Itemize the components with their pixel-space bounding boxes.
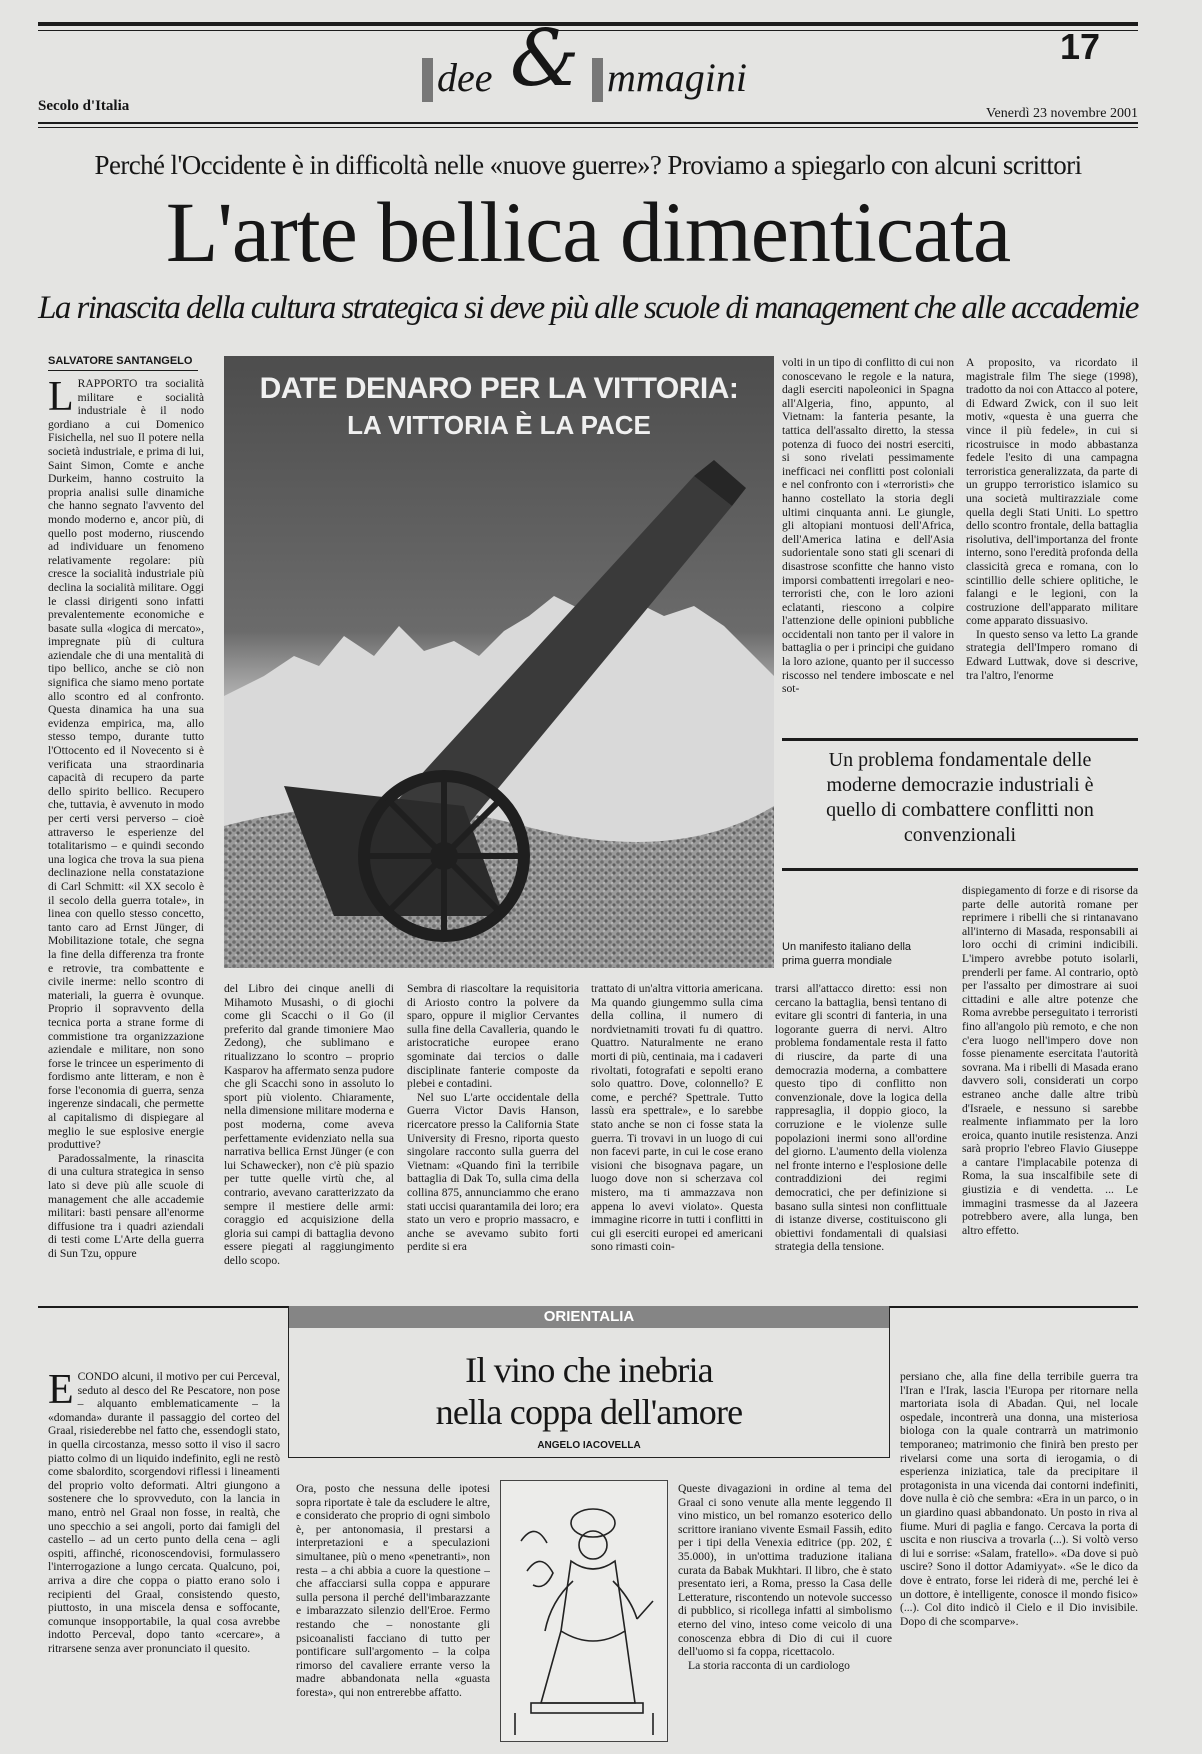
- box-col4-text: persiano che, alla fine della terribile guerra tra l'Iran e l'Irak, lascia l'Europa per ritornare nella martoriata isola di Abadan. Qui, nel locale ospedale, incontrerà una donna, una misteriosa biologa con la quale contrarrà un matrimonio temporaneo; matrimonio che finirà ben presto per rivelarsi come una sorta di ierogamia, o di esperienza iniziatica, tale da precipitare il protagonista in una vicenda dai contorni indefiniti, dove nulla è ciò che sembra: «Era in un parco, o in un giardino quasi abbandonato. Un posto in riva al fiume. Muri di paglia e fango. Cercava la porta di uscita e non riusciva a trovarla (...). Si voltò verso di lui e sorrise: «Salam, fratello». «Da dove si può uscire? Sono il dottor Adamiyyat». «Se le dico da dove è entrato, forse lei riderà di me, perché lei è un dottore, è intelligente, conosce il mondo fisico» (...). Col dito indicò il Cielo e il Dio invisibile. Dopo di che scomparve».: [900, 1370, 1138, 1628]
- image-caption: Un manifesto italiano della prima guerra mondiale: [782, 941, 912, 967]
- cannon-illustration: [224, 356, 774, 968]
- box-column-2: [296, 1482, 490, 1744]
- persian-figure-illustration: [500, 1480, 668, 1742]
- box-col3-text: Queste divagazioni in ordine al tema del Graal ci sono venute alla mente leggendo Il vino mistico, un bel romanzo esoterico dello scrittore iraniano vivente Esmail Fassih, edito per i tipi della Venexia editrice (pp. 202, £ 35.000), in un'ottima traduzione italiana curata da Babak Mukhtari. Il libro, che è stato presentato ieri, a Roma, presso la Casa delle Letterature, riscontendo un notevole successo di pubblico, si ricollega infatti al simbolismo eterno del vino, inteso come veicolo di una conoscenza ebbra di Dio di cui il cuore dell'uomo si fa coppa, ricettacolo.: [678, 1482, 892, 1659]
- pullquote-rule-bottom: [782, 868, 1138, 871]
- box-column-1: [48, 1370, 280, 1742]
- section-initial-block: [422, 58, 433, 102]
- section-title-second: mmagini: [607, 55, 747, 100]
- article-column-6-bottom: [962, 884, 1138, 1284]
- article-col2-text: del Libro dei cinque anelli di Mihamoto Musashi, o di giochi come gli Scacchi o il Go (il preferito dal grande timoniere Mao Zedong), che sublimano e ritualizzano lo scontro – proprio Kasparov ha affermato senza pudore che gli Scacchi sono in assoluto lo sport più violento. Chiaramente, nella dimensione militare moderna e post moderna, come aveva perfettamente evidenziato nella sua narrativa bellica Ernst Jünger (e con lui Schawecker), non c'è più spazio per tutte quelle virtù che, al contrario, avevano caratterizzato da sempre il mestiere delle armi: coraggio ed acquisizione della gloria sui campi di battaglia devono essere piegati al raggiungimento dello scopo.: [224, 982, 394, 1267]
- box-col3-text-b: La storia racconta di un cardiologo: [688, 1658, 850, 1672]
- section-title-first: dee: [437, 55, 493, 100]
- article-col4-text: trattato di un'altra vittoria americana. Ma quando giungemmo sulla cima della collina, il numero di nordvietnamiti trovati fu di quattro. Quattro. Naturalmente ne erano morti di più, centinaia, ma i cadaveri rivoltati, fotografati e sepolti erano solo quattro. Dove, colonnello? E come, e perché? Spettrale. Tutto lassù era spettrale», e lo sarebbe stato anche se non ci fosse stata la guerra. Ti trovavi in un luogo di cui non facevi parte, in cui le cose erano visioni che bisognava pagare, un luogo dove non si scherzava col mistero, ma ti ammazzava non appena lo avevi violato». Questa immagine ricorre in tutti i conflitti in cui gli eserciti europei ed americani sono rimasti coin-: [591, 982, 763, 1254]
- masthead-bottom-rule: [38, 122, 1138, 124]
- article-col3-text: Sembra di riascoltare la requisitoria di Ariosto contro la polvere da sparo, oppure il miglior Cervantes sulla fine della Cavalleria, quando le aristocratiche europee erano sgominate dai tercios o dalle disciplinate fanterie composte da plebei e contadini.: [407, 982, 579, 1091]
- article-subheadline: La rinascita della cultura strategica si deve più alle scuole di management che alle accademie: [38, 290, 1138, 326]
- orientalia-label: ORIENTALIA: [289, 1306, 889, 1328]
- article-col3-text-b: Nel suo L'arte occidentale della Guerra Victor Davis Hanson, ricercatore presso la California State University di Fresno, riporta questo singolare racconto sulla guerra del Vietnam: «Quando finì la terribile battaglia di Dak To, sulla cima della collina 875, annunciammo che erano stati uccisi quarantamila dei loro; era stato un vero e proprio massacro, e anche se avevamo subito forti perdite si era: [407, 1090, 579, 1254]
- article-col6b-text: dispiegamento di forze e di risorse da parte delle autorità romane per reprimere i ribelli che si rintanavano all'interno di Masada, responsabili ai loro occhi di crimini indicibili. L'impero avrebbe potuto isolarli, prenderli per fame. Al contrario, optò per l'assalto per dimostrare ai suoi cittadini e alle altre potenze che Roma avrebbe perseguitato i terroristi fino all'angolo più remoto, e che non c'era luogo nell'impero dove non fosse pienamente esercitata l'autorità sovrana. Ma i ribelli di Masada erano davvero soli, considerati un corpo estraneo anche dalle altre tribù d'Israele, e nessuno si sarebbe realmente infiammato per la loro eroica, quanto inutile resistenza. Anzi sarà proprio l'ebreo Flavio Giuseppe a cantare l'implacabile potenza di Roma, la sua inscalfibile sete di giustizia e di vendetta. ... Le immagini trasmesse da al Jazeera potrebbero avere, alla lunga, ben altro effetto.: [962, 884, 1138, 1237]
- box-author: ANGELO IACOVELLA: [537, 1440, 641, 1451]
- article-col6a-text: A proposito, va ricordato il magistrale film The siege (1998), tradotto da noi con Attacco al potere, di Edward Zwick, con il suo leit motiv, «questa è una guerra che vince il più fedele», in cui si ricostruisce in modo abbastanza fedele l'esito di una campagna terroristica generalizzata, da parte di un gruppo terroristico islamico su una società multirazziale come quella degli Stati Uniti. Lo spettro dello scontro frontale, della battaglia risolutiva, dell'importanza del fronte interno, sono l'eredità profonda della classicità greca e romana, con lo scintillio delle schiere oplitiche, le falangi e le legioni, con la costruzione dell'apparato militare come apparato dissuasivo.: [966, 356, 1138, 628]
- box-col1-text: ECONDO alcuni, il motivo per cui Perceval, seduto al desco del Re Pescatore, non pose – alquanto emblematicamente – la «domanda» durante il passaggio del corteo del Graal, risiederebbe nel fatto che, essendogli stato, in quella circostanza, messo sotto il viso il sacro piatto colmo di un liquido indefinito, egli ne restò come sbalordito, scorgendovi riflessi i lineamenti del proprio volto deformati. Altri giungono a sostenere che lo sprovveduto, con la lancia in mano, entrò nel Graal non fosse, in realtà, che uno specchio a sei angoli, porto dai famigli del castello – ad un certo punto della cena – agli ospiti, affinché, riconoscendovisi, formulassero l'interrogazione a lungo cercata. Qualcuno, poi, arriva a dire che coppa o piatto erano solo i recipienti del Graal, consistendo questo, piuttosto, in una miscela densa e soffocante, comunque insopportabile, la qual cosa avrebbe indotto Perceval, dopo tanto «cercare», a ritrarsene senza aver pronunciato il quesito.: [48, 1370, 280, 1655]
- section-title: [418, 14, 778, 104]
- issue-date: Venerdì 23 novembre 2001: [985, 106, 1138, 121]
- article-kicker: Perché l'Occidente è in difficoltà nelle «nuove guerre»? Proviamo a spiegarlo con alcuni scrittori: [94, 150, 1082, 180]
- article-column-4: [591, 982, 763, 1282]
- article-column-6-top: [966, 356, 1138, 728]
- author-rule: [48, 370, 198, 371]
- box-title-line-1: Il vino che inebria: [465, 1350, 713, 1390]
- box-column-3: [678, 1482, 892, 1744]
- article-column-5-top: [782, 356, 954, 728]
- article-col1-text-b: Paradossalmente, la rinascita di una cultura strategica in senso lato si deve più alle scuole di management che alle accademie militari: basti pensare all'enorme diffusione tra i quadri aziendali di testi come L'Arte della guerra di Sun Tzu, oppure: [48, 1151, 204, 1260]
- box-col2-text: Ora, posto che nessuna delle ipotesi sopra riportate è tale da escludere le altre, e considerato che proprio di ogni simbolo è, per antonomasia, il prestarsi a interpretazioni e a speculazioni simultanee, più o meno «penetranti», non resta – a chi abbia a cuore la questione – che affacciarsi sulla coppa e appurare sulla persona il perché dell'imbarazzante e imbarazzato silenzio dell'Eroe. Fermo restando che – nonostante gli psicoanalisti facciano di tutto per pontificare sull'argomento – la colpa rimorso del cavaliere errante verso la madre abbandonata nella «guasta foresta», qui non entrerebbe affatto.: [296, 1482, 490, 1699]
- article-column-3: [407, 982, 579, 1282]
- box-column-4: [900, 1370, 1138, 1742]
- article-author: SALVATORE SANTANGELO: [48, 355, 193, 367]
- pullquote-rule-top: [782, 738, 1138, 741]
- poster-slogan-line-2: LA VITTORIA È LA PACE: [347, 410, 651, 440]
- orientalia-title-box: [288, 1306, 890, 1458]
- article-col5a-text: volti in un tipo di conflitto di cui non conoscevano le regole e la natura, dagli eserciti napoleonici in Spagna all'Algeria, fino, appunto, al Vietnam: la fanteria pesante, la tattica dell'assalto diretto, la stessa potenza di fuoco dei nostri eserciti, si sono rivelati pessimamente inefficaci nei conflitti post coloniali e nel confronto con i «terroristi» che hanno costellato la storia degli ultimi cinquanta anni. Le giungle, gli altopiani montuosi dell'Africa, dell'America latina e dell'Asia sudorientale sono stati gli scenari di disastrose sconfitte che hanno visto imporsi combattenti irregolari e neo-terroristi che, con le loro azioni eclatanti, riescono a colpire l'attenzione delle opinioni pubbliche occidentali non tanto per il valore in battaglia o per i principi che guidano la loro azione, quanto per il successo riscosso nel tendere imboscate e nel sot-: [782, 356, 954, 696]
- sufi-figure-icon: [501, 1481, 667, 1741]
- war-poster-image: [224, 356, 774, 968]
- article-column-2: [224, 982, 394, 1282]
- pullquote: Un problema fondamentale delle moderne democrazie industriali è quello di combattere conflitti non convenzionali: [826, 749, 1094, 846]
- page-number: 17: [1060, 26, 1101, 67]
- newspaper-name: Secolo d'Italia: [38, 98, 130, 114]
- article-col5b-text: trarsi all'attacco diretto: essi non cercano la battaglia, bensì tentano di evitare gli scontri di fanteria, in una logorante guerra di nervi. Altro problema fondamentale resta il fatto di riuscire, da parte di una democrazia moderna, a combattere questo tipo di conflitto non convenzionale, dove la logica della rappresaglia, il doppio gioco, la corruzione e le violenze sulle popolazioni inermi sono all'ordine del giorno. L'aumento della violenza nel fronte interno e l'esplosione delle contraddizioni dei regimi democratici, che per definizione si basano sulla sintesi non conflittuale di istanze diverse, costituiscono gli obiettivi fondamentali di qualsiasi strategia della tensione.: [775, 982, 947, 1254]
- section-initial-block-2: [592, 58, 603, 102]
- article-headline: L'arte bellica dimenticata: [165, 184, 1011, 280]
- poster-slogan-line-1: DATE DENARO PER LA VITTORIA:: [259, 372, 739, 405]
- article-col6a2-text: In questo senso va letto La grande strategia dell'Impero romano di Edward Luttwak, dove si descrive, tra l'altro, l'enorme: [966, 627, 1138, 682]
- article-column-5-bottom: [775, 982, 947, 1282]
- masthead-bottom-rule-thin: [38, 127, 1138, 128]
- box-title-line-2: nella coppa dell'amore: [435, 1392, 743, 1432]
- article-col1-text: LRAPPORTO tra socialità militare e socialità industriale è il nodo gordiano a cui Domenico Fisichella, nel suo Il potere nella società industriale, e prima di lui, Saint Simon, Comte e anche Durkeim, hanno costruito la propria analisi sulle dinamiche che hanno segnato l'avvento del mondo moderno e, ancor più, di quello post moderno, riuscendo ad individuare un fenomeno relativamente regolare: più cresce la socialità industriale più declina la socialità militare. Oggi le classi dirigenti sono infatti prevalentemente economiche e basate sulla «logica di mercato», impregnate più di cultura aziendale che di una mentalità di tipo bellico, anche se ciò non significa che siamo meno portate allo scontro ed al confronto. Questa dinamica ha una sua evidenza empirica, ma, allo stesso tempo, durante tutto l'Ottocento ed il Novecento si è verificata una straordinaria capacità di recupero da parte dello spirito bellico. Recupero che, tuttavia, è avvenuto in modo per certi versi perverso – cioè attraverso le esperienze del totalitarismo – e quindi secondo una logica che trova la sua piena declinazione nella constatazione di Carl Schmitt: «il XX secolo è il secolo della guerra totale», in linea con quello stesso concetto, tanto caro ad Ernst Jünger, di Mobilitazione totale, che segna la fine della differenza tra fronte e retrovie, tra combattente e civile inerme: nello scontro di materiali, la guerra è ovunque. Proprio il sopravvento della tecnica porta a strane forme di commistione tra organizzazione aziendale e militare, non sono forse le trincee un esperimento di fordismo ante litteram, e non è forse l'economia di guerra, senza ingerenze sindacali, che permette al capitalismo di dispiegare al meglio le sue esplosive energie produttive?: [48, 377, 204, 1152]
- section-ampersand: &: [510, 14, 580, 104]
